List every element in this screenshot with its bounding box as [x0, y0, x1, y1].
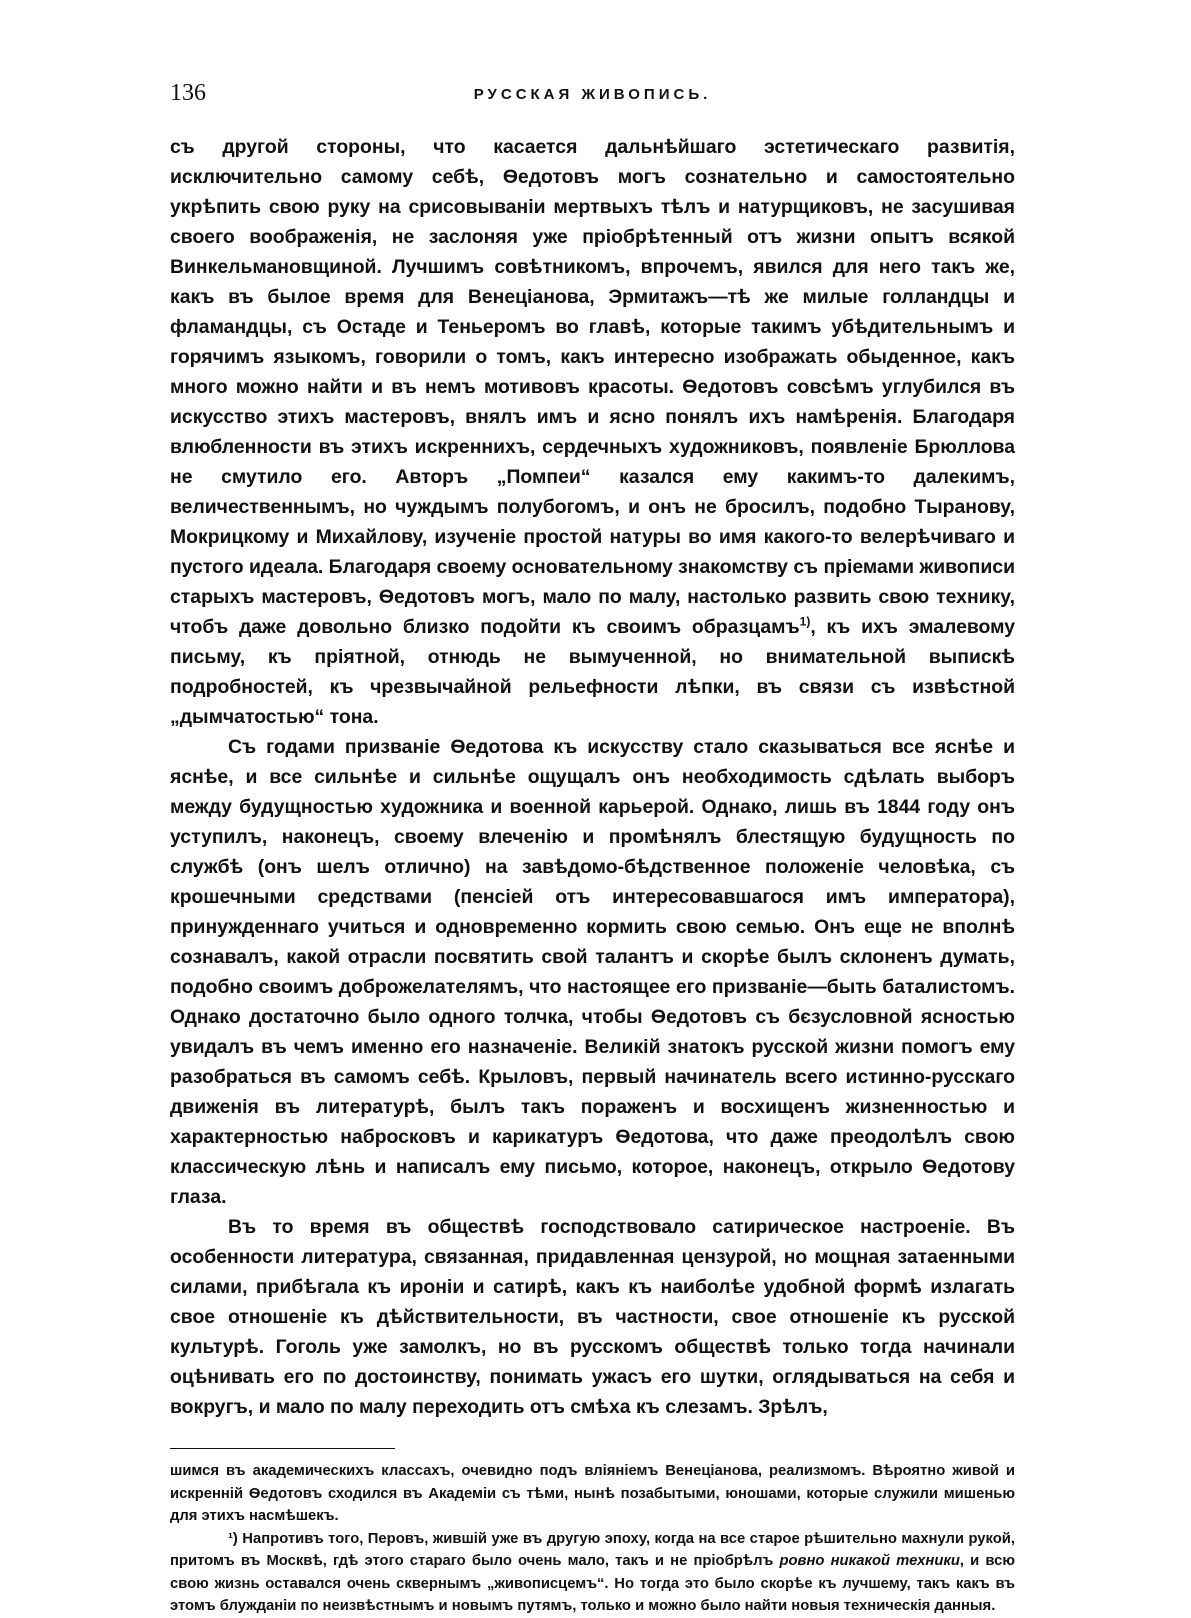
footnote-emphasis: ровно никакой техники: [779, 1553, 960, 1569]
footnotes: [170, 1460, 1015, 1618]
footnote-marker: ¹): [228, 1530, 238, 1547]
main-text: [170, 132, 1015, 1422]
footnote-reference: 1): [799, 614, 811, 629]
footnote-text: Напротивъ того, Перовъ, жившій уже въ другую эпоху, когда на все старое рѣшительно махнули рукой, притомъ въ Москвѣ, гдѣ этого стараго было очень мало, такъ и не пріобрѣлъ: [170, 1530, 1015, 1569]
footnote-1: [170, 1528, 1015, 1618]
paragraph: Въ то время въ обществѣ господствовало сатирическое настроеніе. Въ особенности литература, связанная, придавленная цензурой, но мощная затаенными силами, прибѣгала къ ироніи и сатирѣ, какъ къ наиболѣе удобной формѣ излагать свое отношеніе къ дѣйствительности, въ частности, свое отношеніе къ русской культурѣ. Гоголь уже замолкъ, но въ русскомъ обществѣ только тогда начинали оцѣнивать его по достоинству, понимать ужасъ его шутки, оглядываться на себя и вокругъ, и мало по малу переходить отъ смѣха къ слезамъ. Зрѣлъ,: [170, 1216, 1015, 1418]
paragraph-text: съ другой стороны, что касается дальнѣйшаго эстетическаго развитія, исключительно самому себѣ, Ѳедотовъ могъ сознательно и самостоятельно укрѣпить свою руку на срисовываніи мертвыхъ тѣлъ и натурщиковъ, не засушивая своего воображенія, не заслоняя уже пріобрѣтенный отъ жизни опытъ всякой Винкельмановщиной. Лучшимъ совѣтникомъ, впрочемъ, явился для него такъ же, какъ въ былое время для Венеціанова, Эрмитажъ—тѣ же милые голландцы и фламандцы, съ Остаде и Теньеромъ во главѣ, которые такимъ убѣдительнымъ и горячимъ языкомъ, говорили о томъ, какъ интересно изображать обыденное, какъ много можно найти и въ немъ мотивовъ красоты. Ѳедотовъ совсѣмъ углубился въ искусство этихъ мастеровъ, внялъ имъ и ясно понялъ ихъ намѣренія. Благодаря влюбленности въ этихъ искреннихъ, сердечныхъ художниковъ, появленіе Брюллова не смутило его. Авторъ „Помпеи“ казался ему какимъ-то далекимъ, величественнымъ, но чуждымъ полубогомъ, и онъ не бросилъ, подобно Тыранову, Мокрицкому и Михайлову, изученіе простой натуры во имя какого-то велерѣчиваго и пустого идеала. Благодаря своему основательному знакомству съ пріемами живописи старыхъ мастеровъ, Ѳедотовъ могъ, мало по малу, настолько развить свою технику, чтобъ даже довольно близко подойти къ своимъ образцамъ: [170, 136, 1015, 638]
page-number: 136: [170, 80, 206, 106]
running-title: РУССКАЯ ЖИВОПИСЬ.: [473, 86, 712, 103]
paragraph: [170, 132, 1015, 732]
book-page: [170, 80, 1015, 1614]
paragraph: Съ годами призваніе Ѳедотова къ искусству стало сказываться все яснѣе и яснѣе, и все сильнѣе и сильнѣе ощущалъ онъ необходимость сдѣлать выборъ между будущностью художника и военной карьерой. Однако, лишь въ 1844 году онъ уступилъ, наконецъ, своему влеченію и промѣнялъ блестящую будущность по службѣ (онъ шелъ отлично) на завѣдомо-бѣдственное положеніе человѣка, съ крошечными средствами (пенсіей отъ интересовавшагося имъ императора), принужденнаго учиться и одновременно кормить свою семью. Онъ еще не вполнѣ сознавалъ, какой отрасли посвятить свой талантъ и скорѣе былъ склоненъ думать, подобно своимъ доброжелателямъ, что настоящее его призваніе—быть баталистомъ. Однако достаточно было одного толчка, чтобы Ѳедотовъ съ бєзусловной ясностью увидалъ въ чемъ именно его назначеніе. Великій знатокъ русской жизни помогъ ему разобраться въ самомъ себѣ. Крыловъ, первый начинатель всего истинно-русскаго движенія въ литературѣ, былъ такъ пораженъ и восхищенъ жизненностью и характерностью набросковъ и карикатуръ Ѳедотова, что даже преодолѣлъ свою классическую лѣнь и написалъ ему письмо, которое, наконецъ, открыло Ѳедотову глаза.: [170, 736, 1015, 1208]
footnote-divider: [170, 1448, 395, 1449]
paragraph-text: , къ ихъ эмалевому письму, къ пріятной, отнюдь не вымученной, но внимательной выпискѣ подробностей, къ чрезвычайной рельефности лѣпки, въ связи съ извѣстной „дымчатостью“ тона.: [170, 616, 1015, 728]
footnote-text: , и всю свою жизнь оставался очень сквернымъ „живописцемъ“. Но тогда это было скорѣе къ лучшему, такъ какъ въ этомъ блужданіи по неизвѣстнымъ и новымъ путямъ, только и можно было найти новыя техническія данныя.: [170, 1553, 1015, 1614]
running-head: [170, 80, 1015, 120]
footnote-continuation: шимся въ академическихъ классахъ, очевидно подъ вліяніемъ Венеціанова, реализмомъ. Вѣроятно живой и искренній Ѳедотовъ сходился въ Академіи съ тѣми, нынѣ позабытыми, юношами, которые служили мишенью для этихъ насмѣшекъ.: [170, 1463, 1015, 1524]
